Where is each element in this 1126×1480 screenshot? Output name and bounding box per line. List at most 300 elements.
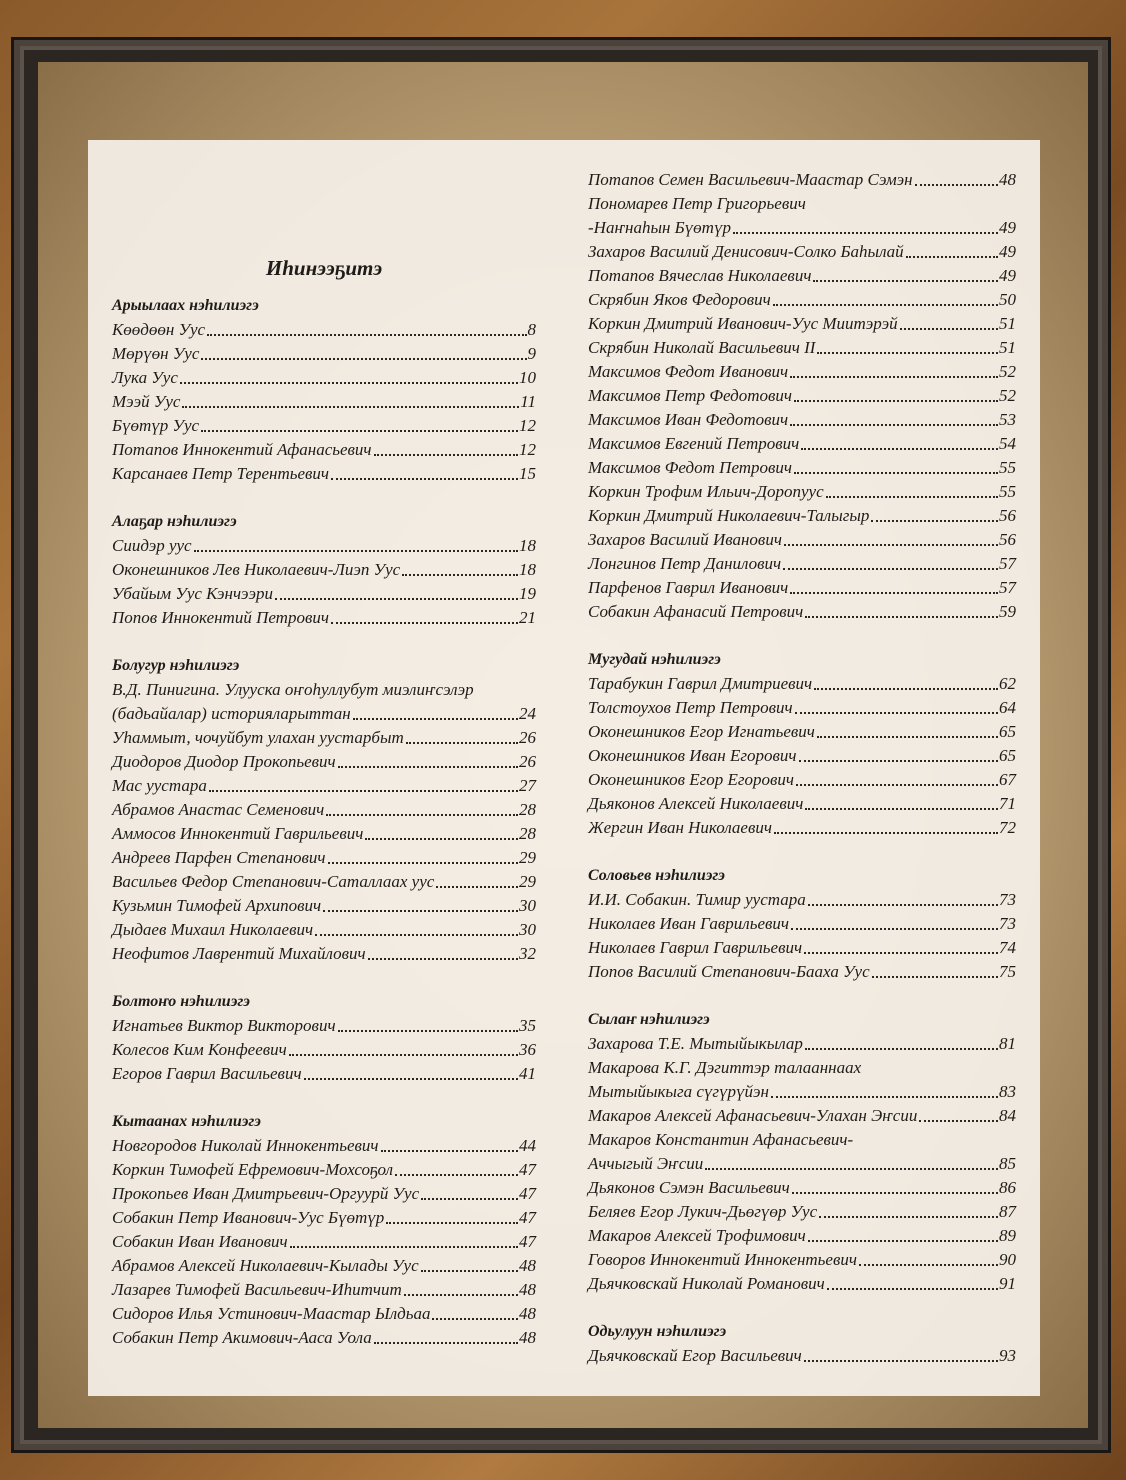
dot-leader [290, 1246, 518, 1248]
dot-leader [421, 1270, 518, 1272]
toc-entry-page: 26 [519, 728, 536, 747]
dot-leader [790, 424, 998, 426]
toc-entry[interactable] [588, 696, 1016, 720]
toc-entry-page: 41 [519, 1064, 536, 1083]
dot-leader [386, 1222, 518, 1224]
toc-entry-page: 15 [519, 464, 536, 483]
toc-entry-title: Дьячковскай Николай Романович [588, 1274, 825, 1293]
toc-entry-page: 47 [519, 1184, 536, 1203]
toc-entry-title: Потапов Вячеслав Николаевич [588, 266, 812, 285]
toc-section [112, 510, 536, 630]
dot-leader [323, 910, 518, 912]
toc-entry[interactable] [112, 1062, 536, 1086]
toc-entry-title: Максимов Федот Петрович [588, 458, 793, 477]
toc-entry-page: 12 [519, 416, 536, 435]
toc-entry-title: Мас уустара [112, 776, 207, 795]
toc-entry-title: Беляев Егор Лукич-Дьөгүөр Уус [588, 1202, 818, 1221]
dot-leader [353, 718, 518, 720]
dot-leader [813, 280, 998, 282]
dot-leader [368, 958, 518, 960]
toc-entry-title: Коркин Дмитрий Николаевич-Талыгыр [588, 506, 870, 525]
dot-leader [796, 784, 998, 786]
toc-entry[interactable] [588, 816, 1016, 840]
toc-entry[interactable] [588, 1032, 1016, 1056]
toc-entry-page: 29 [519, 872, 536, 891]
toc-entry[interactable] [112, 774, 536, 798]
toc-entry-page: 9 [527, 344, 536, 363]
toc-entry[interactable] [588, 216, 1016, 240]
dot-leader [374, 454, 518, 456]
toc-entry-first-line[interactable]: Макаров Константин Афанасьевич- [588, 1130, 854, 1149]
toc-entry-title: Оконешников Лев Николаевич-Лиэп Уус [112, 560, 401, 579]
toc-section [112, 294, 536, 486]
toc-entry-page: 71 [999, 794, 1016, 813]
toc-entry[interactable] [112, 390, 536, 414]
toc-entry-page: 47 [519, 1208, 536, 1227]
section-heading: Болтоҥо нэһилиэгэ [112, 993, 250, 1010]
toc-entry[interactable] [112, 342, 536, 366]
toc-entry[interactable] [588, 1152, 1016, 1176]
toc-entry-page: 87 [999, 1202, 1016, 1221]
toc-entry[interactable] [588, 312, 1016, 336]
toc-entry-page: 29 [519, 848, 536, 867]
dot-leader [804, 1360, 998, 1362]
toc-entry-page: 10 [519, 368, 536, 387]
toc-entry-title: Потапов Семен Васильевич-Маастар Сэмэн [588, 170, 913, 189]
dot-leader [827, 1288, 998, 1290]
toc-entry-page: 89 [999, 1226, 1016, 1245]
toc-section [112, 1110, 536, 1350]
dot-leader [338, 766, 518, 768]
dot-leader [804, 952, 998, 954]
toc-entry-title: Аччыгый Эҥсии [588, 1154, 704, 1173]
dot-leader [209, 790, 518, 792]
toc-entry[interactable] [588, 1104, 1016, 1128]
toc-entry[interactable] [588, 552, 1016, 576]
toc-entry-title: Захаров Василий Денисович-Солко Баһылай [588, 242, 904, 261]
section-heading: Соловьев нэһилиэгэ [588, 867, 725, 884]
toc-entry-title: Сидоров Илья Устинович-Маастар Ылдьаа [112, 1304, 431, 1323]
dot-leader [915, 184, 998, 186]
toc-entry-page: 67 [999, 770, 1016, 789]
toc-entry[interactable] [588, 1200, 1016, 1224]
toc-entry[interactable] [588, 168, 1016, 192]
toc-entry[interactable] [588, 264, 1016, 288]
toc-entry[interactable] [588, 768, 1016, 792]
dot-leader [773, 304, 998, 306]
toc-entry[interactable] [112, 750, 536, 774]
toc-entry-page: 65 [999, 722, 1016, 741]
toc-section [112, 654, 536, 966]
toc-entry[interactable] [588, 1080, 1016, 1104]
toc-entry-page: 57 [999, 554, 1016, 573]
toc-entry-title: Захарова Т.Е. Мытыйыкылар [588, 1034, 803, 1053]
dot-leader [794, 472, 998, 474]
dot-leader [331, 478, 518, 480]
dot-leader [374, 1342, 518, 1344]
dot-leader [826, 496, 998, 498]
toc-entry-title: Игнатьев Виктор Викторович [112, 1016, 336, 1035]
toc-section [588, 864, 1016, 984]
toc-entry-title: Говоров Иннокентий Иннокентьевич [588, 1250, 857, 1269]
toc-entry-page: 55 [999, 458, 1016, 477]
toc-entry[interactable] [112, 1230, 536, 1254]
toc-entry-title: Карсанаев Петр Терентьевич [112, 464, 330, 483]
toc-entry-page: 56 [999, 506, 1016, 525]
dot-leader [919, 1120, 998, 1122]
toc-entry-page: 50 [999, 290, 1016, 309]
toc-entry-page: 49 [999, 242, 1016, 261]
toc-entry-page: 73 [999, 890, 1016, 909]
toc-entry[interactable] [112, 846, 536, 870]
toc-entry-title: Лазарев Тимофей Васильевич-Иһитчит [112, 1280, 402, 1299]
toc-entry-title: Колесов Ким Конфеевич [112, 1040, 287, 1059]
toc-entry-title: Дыдаев Михаил Николаевич [112, 920, 314, 939]
toc-entry-page: 64 [999, 698, 1016, 717]
toc-entry-title: Дьяконов Сэмэн Васильевич [588, 1178, 790, 1197]
dot-leader [180, 382, 518, 384]
toc-entry-page: 52 [999, 362, 1016, 381]
dot-leader [795, 712, 998, 714]
section-heading: Одьулуун нэһилиэгэ [588, 1323, 727, 1340]
toc-entry-page: 35 [519, 1016, 536, 1035]
dot-leader [791, 928, 998, 930]
dot-leader [421, 1198, 518, 1200]
toc-entry[interactable] [112, 894, 536, 918]
toc-entry[interactable] [588, 1248, 1016, 1272]
toc-entry[interactable] [588, 480, 1016, 504]
toc-entry-title: Прокопьев Иван Дмитрьевич-Оргуурй Уус [112, 1184, 420, 1203]
dot-leader [817, 736, 998, 738]
toc-right-column [588, 168, 1016, 1368]
toc-section [588, 1008, 1016, 1296]
toc-entry[interactable] [112, 1254, 536, 1278]
toc-entry-title: Оконешников Егор Игнатьевич [588, 722, 815, 741]
toc-entry-page: 44 [519, 1136, 536, 1155]
toc-entry-title: Максимов Иван Федотович [588, 410, 789, 429]
toc-entry[interactable] [588, 504, 1016, 528]
toc-entry-title: Попов Василий Степанович-Бааха Уус [588, 962, 870, 981]
toc-entry-title: Собакин Иван Иванович [112, 1232, 288, 1251]
toc-entry-title: -Наҥнаһын Бүөтүр [588, 218, 731, 237]
toc-entry-title: Лонгинов Петр Данилович [588, 554, 782, 573]
toc-entry-title: И.И. Собакин. Тимир уустара [588, 890, 806, 909]
toc-entry-title: Скрябин Яков Федорович [588, 290, 771, 309]
dot-leader [201, 430, 518, 432]
toc-entry-title: Макаров Алексей Афанасьевич-Улахан Эҥсии [588, 1106, 918, 1125]
toc-entry[interactable] [112, 1134, 536, 1158]
toc-entry-page: 47 [519, 1160, 536, 1179]
dot-leader [436, 886, 518, 888]
toc-entry-title: Попов Иннокентий Петрович [112, 608, 329, 627]
toc-entry-first-line[interactable]: Макарова К.Г. Дэгиттэр талааннаах [588, 1058, 862, 1077]
toc-entry-page: 49 [999, 266, 1016, 285]
toc-entry-page: 28 [519, 800, 536, 819]
toc-entry[interactable] [112, 1278, 536, 1302]
toc-entry-title: Новгородов Николай Иннокентьевич [112, 1136, 379, 1155]
toc-entry-title: Максимов Евгений Петрович [588, 434, 800, 453]
dot-leader [790, 376, 998, 378]
toc-section [588, 648, 1016, 840]
section-heading: Арыылаах нэһилиэгэ [112, 297, 259, 314]
toc-entry[interactable] [112, 1326, 536, 1350]
toc-entry-title: Парфенов Гаврил Иванович [588, 578, 789, 597]
dot-leader [900, 328, 998, 330]
dot-leader [432, 1318, 518, 1320]
toc-entry-page: 19 [519, 584, 536, 603]
toc-entry[interactable] [588, 528, 1016, 552]
toc-entry[interactable] [112, 1302, 536, 1326]
dot-leader [859, 1264, 998, 1266]
toc-entry[interactable] [588, 600, 1016, 624]
toc-entry-page: 51 [999, 314, 1016, 333]
toc-entry-page: 90 [999, 1250, 1016, 1269]
dot-leader [790, 592, 998, 594]
toc-entry-page: 53 [999, 410, 1016, 429]
dot-leader [328, 862, 518, 864]
toc-entry-title: Собакин Афанасий Петрович [588, 602, 804, 621]
toc-entry-title: Убайым Уус Кэнчээри [112, 584, 274, 603]
toc-entry-title: Коркин Тимофей Ефремович-Мохсоҕол [112, 1160, 393, 1179]
toc-entry-page: 52 [999, 386, 1016, 405]
toc-entry[interactable] [112, 534, 536, 558]
toc-entry-page: 48 [519, 1304, 536, 1323]
toc-entry-title: Оконешников Егор Егорович [588, 770, 795, 789]
toc-entry-title: Неофитов Лаврентий Михайлович [112, 944, 366, 963]
dot-leader [771, 1096, 998, 1098]
section-heading: Алаҕар нэһилиэгэ [112, 513, 237, 530]
dot-leader [792, 1192, 998, 1194]
dot-leader [201, 358, 526, 360]
dot-leader [783, 568, 998, 570]
dot-leader [304, 1078, 518, 1080]
dot-leader [733, 232, 998, 234]
section-heading: Сылаҥ нэһилиэгэ [588, 1011, 710, 1028]
toc-entry-title: Сиидэр уус [112, 536, 192, 555]
toc-entry[interactable] [588, 936, 1016, 960]
toc-entry[interactable] [588, 744, 1016, 768]
dot-leader [871, 520, 998, 522]
dot-leader [819, 1216, 998, 1218]
toc-entry[interactable] [112, 414, 536, 438]
toc-entry-title: Захаров Василий Иванович [588, 530, 782, 549]
toc-entry-title: Оконешников Иван Егорович [588, 746, 797, 765]
toc-entry[interactable] [588, 792, 1016, 816]
toc-left-column [112, 168, 536, 1350]
toc-entry-title: Макаров Алексей Трофимович [588, 1226, 806, 1245]
toc-entry-page: 62 [999, 674, 1016, 693]
toc-entry[interactable] [112, 918, 536, 942]
toc-entry-page: 48 [519, 1280, 536, 1299]
toc-entry[interactable] [588, 888, 1016, 912]
dot-leader [275, 598, 518, 600]
toc-entry[interactable] [112, 558, 536, 582]
toc-entry-page: 81 [999, 1034, 1016, 1053]
toc-entry[interactable] [588, 912, 1016, 936]
dot-leader [331, 622, 518, 624]
toc-entry-page: 11 [520, 392, 536, 411]
toc-entry-first-line[interactable]: В.Д. Пинигина. Улууска оҥоһуллубут миэлиҥсэлэр [112, 680, 474, 699]
toc-entry[interactable] [588, 1224, 1016, 1248]
toc-entry-page: 47 [519, 1232, 536, 1251]
toc-entry[interactable] [112, 702, 536, 726]
toc-entry-title: Диодоров Диодор Прокопьевич [112, 752, 336, 771]
toc-entry[interactable] [588, 432, 1016, 456]
toc-entry-page: 8 [527, 320, 536, 339]
dot-leader [381, 1150, 518, 1152]
section-heading: Кытаанах нэһилиэгэ [112, 1113, 261, 1130]
toc-entry[interactable] [588, 360, 1016, 384]
toc-entry[interactable] [112, 1014, 536, 1038]
toc-entry[interactable] [588, 1176, 1016, 1200]
toc-entry[interactable] [588, 672, 1016, 696]
toc-entry-page: 54 [999, 434, 1016, 453]
toc-entry[interactable] [112, 870, 536, 894]
toc-entry-title: Мээй Уус [112, 392, 181, 411]
toc-entry-page: 32 [519, 944, 536, 963]
toc-entry-page: 93 [999, 1346, 1016, 1365]
toc-entry-title: Васильев Федор Степанович-Саталлаах уус [112, 872, 435, 891]
toc-entry[interactable] [588, 1344, 1016, 1368]
toc-entry[interactable] [112, 318, 536, 342]
toc-entry-page: 59 [999, 602, 1016, 621]
toc-entry-title: Скрябин Николай Васильевич II [588, 338, 816, 357]
toc-entry-title: Дьяконов Алексей Николаевич [588, 794, 804, 813]
toc-entry[interactable] [112, 798, 536, 822]
toc-entry[interactable] [588, 288, 1016, 312]
dot-leader [289, 1054, 518, 1056]
dot-leader [805, 1048, 998, 1050]
toc-entry-title: Абрамов Алексей Николаевич-Кылады Уус [112, 1256, 419, 1275]
toc-entry[interactable] [588, 960, 1016, 984]
toc-entry-page: 21 [519, 608, 536, 627]
dot-leader [404, 1294, 518, 1296]
toc-entry-page: 65 [999, 746, 1016, 765]
toc-entry-title: Көөдөөн Уус [112, 320, 206, 339]
dot-leader [808, 904, 998, 906]
toc-entry-page: 12 [519, 440, 536, 459]
toc-entry-page: 48 [519, 1328, 536, 1347]
dot-leader [805, 808, 998, 810]
dot-leader [194, 550, 518, 552]
toc-entry-page: 30 [519, 920, 536, 939]
toc-entry-page: 91 [999, 1274, 1016, 1293]
toc-entry-page: 84 [999, 1106, 1016, 1125]
toc-entry-page: 36 [519, 1040, 536, 1059]
toc-entry-page: 83 [999, 1082, 1016, 1101]
toc-entry[interactable] [588, 576, 1016, 600]
toc-entry-page: 86 [999, 1178, 1016, 1197]
toc-entry-first-line[interactable]: Пономарев Петр Григорьевич [588, 194, 806, 213]
toc-entry-page: 28 [519, 824, 536, 843]
toc-entry-page: 74 [999, 938, 1016, 957]
toc-entry-page: 51 [999, 338, 1016, 357]
toc-entry-title: Мытыйыкыга сүгүрүйэн [588, 1082, 769, 1101]
dot-leader [182, 406, 519, 408]
dot-leader [805, 616, 998, 618]
dot-leader [774, 832, 998, 834]
toc-entry-page: 57 [999, 578, 1016, 597]
toc-entry[interactable] [112, 438, 536, 462]
toc-entry-title: Егоров Гаврил Васильевич [112, 1064, 302, 1083]
toc-entry[interactable] [112, 462, 536, 486]
toc-entry-title: Жергин Иван Николаевич [588, 818, 772, 837]
dot-leader [872, 976, 998, 978]
toc-entry-title: Толстоухов Петр Петрович [588, 698, 793, 717]
toc-entry[interactable] [112, 726, 536, 750]
dot-leader [326, 814, 518, 816]
dot-leader [906, 256, 998, 258]
dot-leader [817, 352, 998, 354]
dot-leader [365, 838, 518, 840]
dot-leader [705, 1168, 998, 1170]
toc-entry-title: Бүөтүр Уус [112, 416, 200, 435]
section-heading: Болугур нэһилиэгэ [112, 657, 240, 674]
toc-section [112, 990, 536, 1086]
dot-leader [406, 742, 518, 744]
toc-section [588, 1320, 1016, 1368]
toc-entry-title: Максимов Петр Федотович [588, 386, 793, 405]
toc-entry-page: 75 [999, 962, 1016, 981]
page-title: Иһинээҕитэ [265, 256, 383, 280]
toc-entry[interactable] [588, 1272, 1016, 1296]
dot-leader [814, 688, 998, 690]
toc-entry-page: 49 [999, 218, 1016, 237]
toc-entry[interactable] [112, 822, 536, 846]
toc-entry[interactable] [112, 606, 536, 630]
toc-entry-title: Собакин Петр Иванович-Уус Бүөтүр [112, 1208, 385, 1227]
toc-entry-title: Аммосов Иннокентий Гаврильевич [112, 824, 364, 843]
dot-leader [402, 574, 518, 576]
toc-entry-title: Максимов Федот Иванович [588, 362, 789, 381]
toc-entry[interactable] [588, 720, 1016, 744]
dot-leader [794, 400, 998, 402]
toc-entry-page: 48 [999, 170, 1016, 189]
toc-entry[interactable] [112, 1206, 536, 1230]
toc-entry-title: Потапов Иннокентий Афанасьевич [112, 440, 372, 459]
toc-entry[interactable] [588, 240, 1016, 264]
toc-entry-title: Абрамов Анастас Семенович [112, 800, 325, 819]
toc-entry-page: 24 [519, 704, 536, 723]
toc-entry-title: Лука Уус [112, 368, 178, 387]
toc-entry[interactable] [588, 384, 1016, 408]
toc-entry[interactable] [112, 1158, 536, 1182]
toc-entry-title: Андреев Парфен Степанович [112, 848, 326, 867]
dot-leader [315, 934, 518, 936]
dot-leader [801, 448, 998, 450]
toc-entry-title: Тарабукин Гаврил Дмитриевич [588, 674, 813, 693]
toc-entry[interactable] [112, 366, 536, 390]
toc-entry[interactable] [588, 456, 1016, 480]
toc-entry-page: 18 [519, 536, 536, 555]
dot-leader [808, 1240, 998, 1242]
toc-entry[interactable] [112, 1038, 536, 1062]
toc-entry[interactable] [112, 1182, 536, 1206]
toc-entry-title: Коркин Трофим Ильич-Доропуус [588, 482, 824, 501]
toc-entry[interactable] [588, 336, 1016, 360]
toc-entry[interactable] [112, 582, 536, 606]
toc-entry-page: 27 [519, 776, 536, 795]
toc-entry-title: Коркин Дмитрий Иванович-Уус Миитэрэй [588, 314, 898, 333]
toc-entry[interactable] [112, 942, 536, 966]
dot-leader [395, 1174, 518, 1176]
toc-entry-page: 18 [519, 560, 536, 579]
toc-entry-title: Кузьмин Тимофей Архипович [112, 896, 322, 915]
toc-entry[interactable] [588, 408, 1016, 432]
dot-leader [799, 760, 999, 762]
toc-entry-page: 30 [519, 896, 536, 915]
toc-entry-page: 85 [999, 1154, 1016, 1173]
